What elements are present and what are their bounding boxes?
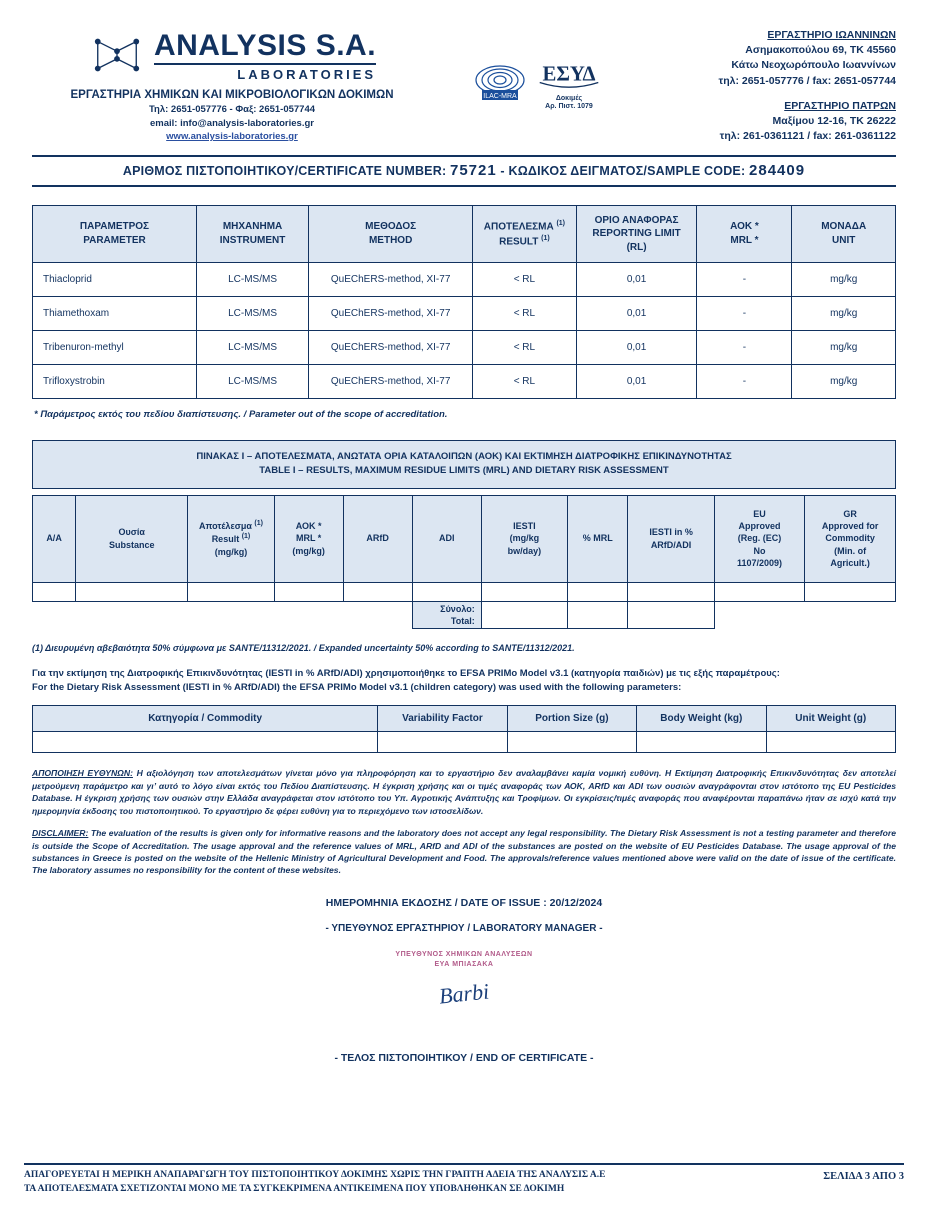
col-method <box>309 205 473 263</box>
table-row <box>33 582 896 601</box>
col-instrument <box>196 205 308 263</box>
t1-total-spacer <box>33 601 413 628</box>
comm-col-unitweight: Unit Weight (g) <box>766 706 895 732</box>
t1-col-iesti-pct: IESTI in % ARfD/ADI <box>628 495 714 582</box>
logo-wordmark <box>153 28 377 82</box>
t1-total-iesti-pct <box>628 601 714 628</box>
table-row <box>33 263 896 297</box>
esyd-caption-line1: Δοκιμές <box>555 95 583 102</box>
sample-code-label: ΚΩΔΙΚΟΣ ΔΕΙΓΜΑΤΟΣ/SAMPLE CODE: <box>508 163 746 178</box>
table-row <box>33 297 896 331</box>
cell-method: QuEChERS-method, XI-77 <box>309 263 473 297</box>
cell-result: < RL <box>473 263 577 297</box>
cell-unit: mg/kg <box>792 331 896 365</box>
issue-date: ΗΜΕΡΟΜΗΝΙΑ ΕΚΔΟΣΗΣ / DATE OF ISSUE : 20/12/2024 <box>325 896 603 909</box>
website-link[interactable]: www.analysis-laboratories.gr <box>166 131 298 142</box>
accreditation-footnote: * Παράμετρος εκτός του πεδίου διαπίστευσης. / Parameter out of the scope of accreditation. <box>34 409 448 421</box>
spacer <box>646 89 896 99</box>
cell-rl: 0,01 <box>576 263 697 297</box>
disclaimer-english-text: The evaluation of the results is given only for informative reasons and the laboratory does not accept any legal responsibility. The Dietary Risk Assessment is not a testing parameter and therefore is outside the Scope of Accreditation. The usage approval and the reference values of MRL, ARfD and ADI of the substances are posted on the website of EU Pesticides Database. The usage approval of the substances in Greece is posted on the website of the Hellenic Ministry of Agricultural Development and Food. The approvals/reference values mentioned above were valid on the date of issue of the certificate. The laboratory assumes no responsibility for the content of these websites. <box>32 828 896 876</box>
efsa-note-en: For the Dietary Risk Assessment (IESTI in % ARfD/ADI) the EFSA PRIMo Model v3.1 (children category) was used with the following parameters: <box>32 682 682 694</box>
t1-col-pct-mrl: % MRL <box>568 495 628 582</box>
cell-method: QuEChERS-method, XI-77 <box>309 297 473 331</box>
disclaimer-greek <box>32 767 896 817</box>
table-one-title-en: TABLE I – RESULTS, MAXIMUM RESIDUE LIMITS (MRL) AND DIETARY RISK ASSESSMENT <box>259 465 669 477</box>
svg-text:ILAC-MRA: ILAC-MRA <box>483 93 517 100</box>
cell-mrl: - <box>697 365 792 399</box>
col-mrl-en: MRL * <box>730 234 759 246</box>
t1-col-substance: Ουσία Substance <box>76 495 188 582</box>
t1-cell-mrl <box>274 582 343 601</box>
cell-result: < RL <box>473 331 577 365</box>
t1-col-mrl: ΑΟΚ * MRL * (mg/kg) <box>274 495 343 582</box>
comm-col-portion: Portion Size (g) <box>507 706 636 732</box>
contact-email: email: info@analysis-laboratories.gr <box>150 118 314 129</box>
t1-total-iesti <box>481 601 567 628</box>
efsa-model-note <box>32 667 896 696</box>
col-rl-en: REPORTING LIMIT <box>592 228 681 240</box>
col-method-en: METHOD <box>368 234 413 246</box>
t1-total-label-gr: Σύνολο: <box>440 603 475 614</box>
certificate-label: ΑΡΙΘΜΟΣ ΠΙΣΤΟΠΟΙΗΤΙΚΟΥ/CERTIFICATE NUMBER: <box>122 163 447 178</box>
t1-total-label <box>412 601 481 628</box>
cell-instrument: LC-MS/MS <box>196 331 308 365</box>
cell-parameter: Thiamethoxam <box>33 297 197 331</box>
col-unit-en: UNIT <box>832 234 856 246</box>
footer-notice-line1: ΑΠΑΓΟΡΕΥΕΤΑΙ Η ΜΕΡΙΚΗ ΑΝΑΠΑΡΑΓΩΓΗ ΤΟΥ ΠΙΣΤΟΠΟΙΗΤΙΚΟΥ ΔΟΚΙΜΗΣ ΧΩΡΙΣ ΤΗΝ ΓΡΑΠΤΗ ΑΔΕΙΑ ΤΗΣ ΑΝΑΛΥΣΙΣ Α.Ε <box>24 1170 606 1181</box>
t1-total-label-en: Total: <box>450 615 475 626</box>
t1-col-iesti: IESTI (mg/kg bw/day) <box>481 495 567 582</box>
svg-text:ΕΣΥΔ: ΕΣΥΔ <box>542 62 596 86</box>
lab1-city: Κάτω Νεοχωρόπουλο Ιωαννίνων <box>731 59 896 72</box>
disclaimer-english-title: DISCLAIMER: <box>32 828 89 839</box>
t1-cell-iesti-pct <box>628 582 714 601</box>
col-parameter-en: PARAMETER <box>83 234 146 246</box>
end-of-certificate: - ΤΕΛΟΣ ΠΙΣΤΟΠΟΙΗΤΙΚΟΥ / END OF CERTIFICATE - <box>334 1051 594 1064</box>
cell-result: < RL <box>473 365 577 399</box>
table-row <box>33 732 896 753</box>
lab1-title: ΕΡΓΑΣΤΗΡΙΟ ΙΩΑΝΝΙΝΩΝ <box>767 29 896 41</box>
cell-mrl: - <box>697 263 792 297</box>
col-method-gr: ΜΕΘΟΔΟΣ <box>365 221 417 233</box>
cell-unit: mg/kg <box>792 365 896 399</box>
comm-cell-bodyweight <box>637 732 766 753</box>
col-unit-gr: ΜΟΝΑΔΑ <box>821 221 867 233</box>
header-left-block <box>32 22 432 142</box>
lab1-address: Ασημακοπούλου 69, ΤΚ 45560 <box>745 44 896 57</box>
footer-notice-line2: ΤΑ ΑΠΟΤΕΛΕΣΜΑΤΑ ΣΧΕΤΙΖΟΝΤΑΙ ΜΟΝΟ ΜΕ ΤΑ ΣΥΓΚΕΚΡΙΜΕΝΑ ΑΝΤΙΚΕΙΜΕΝΑ ΠΟΥ ΥΠΟΒΛΗΘΗΚΑΝ ΣΕ ΔΟΚΙΜΗ <box>24 1183 565 1194</box>
logo-title: ANALYSIS S.A. <box>153 28 377 62</box>
cell-instrument: LC-MS/MS <box>196 365 308 399</box>
t1-total-pct-mrl <box>568 601 628 628</box>
comm-col-category: Κατηγορία / Commodity <box>33 706 378 732</box>
col-mrl <box>697 205 792 263</box>
page-number: ΣΕΛΙΔΑ 3 ΑΠΟ 3 <box>823 1171 904 1183</box>
comm-cell-portion <box>507 732 636 753</box>
logo-subtitle: LABORATORIES <box>154 63 376 82</box>
cell-rl: 0,01 <box>576 365 697 399</box>
commodity-parameters-table <box>32 705 896 753</box>
table-one <box>32 495 896 629</box>
document-header <box>24 18 904 145</box>
certificate-separator: - <box>500 163 505 178</box>
t1-col-arfd: ARfD <box>343 495 412 582</box>
signature-stamp-line2: ΕΥΑ ΜΠΙΑΣΑΚΑ <box>434 961 494 969</box>
esyd-badge <box>532 56 606 111</box>
molecule-icon <box>88 30 146 82</box>
efsa-note-gr: Για την εκτίμηση της Διατροφικής Επικινδυνότητας (IESTI in % ARfD/ADI) χρησιμοποιήθηκε το EFSA PRIMo Model v3.1 (κατηγορία παιδιών) με τις εξής παραμέτρους: <box>32 667 780 679</box>
col-result-gr: ΑΠΟΤΕΛΕΣΜΑ $^{(1)}$ <box>483 219 566 233</box>
table-row <box>33 365 896 399</box>
t1-cell-eu <box>714 582 805 601</box>
lab2-phone: τηλ: 261-0361121 / fax: 261-0361122 <box>719 130 896 143</box>
certificate-number-bar <box>32 155 896 187</box>
cell-parameter: Tribenuron-methyl <box>33 331 197 365</box>
comm-cell-variability <box>378 732 507 753</box>
cell-method: QuEChERS-method, XI-77 <box>309 331 473 365</box>
col-instrument-gr: ΜΗΧΑΝΗΜΑ <box>222 221 283 233</box>
t1-cell-pct-mrl <box>568 582 628 601</box>
ilac-mra-icon <box>472 60 528 104</box>
cell-parameter: Thiacloprid <box>33 263 197 297</box>
col-result <box>473 205 577 263</box>
cell-rl: 0,01 <box>576 331 697 365</box>
uncertainty-note: (1) Διευρυμένη αβεβαιότητα 50% σύμφωνα με SANTE/11312/2021. / Expanded uncertainty 50% according to SANTE/11312/2021. <box>32 642 575 653</box>
lab2-title: ΕΡΓΑΣΤΗΡΙΟ ΠΑΤΡΩΝ <box>784 99 896 112</box>
t1-cell-arfd <box>343 582 412 601</box>
disclaimer-english <box>32 827 896 877</box>
disclaimer-greek-title: ΑΠΟΠΟΙΗΣΗ ΕΥΘΥΝΩΝ: <box>32 768 133 779</box>
table-row <box>33 331 896 365</box>
esyd-logo-icon <box>532 56 606 90</box>
t1-col-gr-approved: GR Approved for Commodity (Min. of Agricult.) <box>805 495 896 582</box>
t1-cell-adi <box>412 582 481 601</box>
t1-total-spacer-2 <box>714 601 805 628</box>
t1-col-aa: A/A <box>33 495 76 582</box>
t1-cell-result <box>188 582 274 601</box>
contact-phone: Τηλ: 2651-057776 - Φαξ: 2651-057744 <box>148 104 316 115</box>
signature-stamp-line1: ΥΠΕΥΘΥΝΟΣ ΧΗΜΙΚΩΝ ΑΝΑΛΥΣΕΩΝ <box>395 950 533 958</box>
col-rl-gr: ΟΡΙΟ ΑΝΑΦΟΡΑΣ <box>594 214 679 226</box>
company-logo <box>32 30 432 82</box>
col-unit <box>792 205 896 263</box>
table-one-header-row <box>33 495 896 582</box>
cell-instrument: LC-MS/MS <box>196 263 308 297</box>
col-instrument-en: INSTRUMENT <box>219 234 286 246</box>
lab1-phone: τηλ: 2651-057776 / fax: 2651-057744 <box>718 74 896 87</box>
lab-description: ΕΡΓΑΣΤΗΡΙΑ ΧΗΜΙΚΩΝ ΚΑΙ ΜΙΚΡΟΒΙΟΛΟΓΙΚΩΝ ΔΟΚΙΜΩΝ <box>70 89 394 101</box>
table-one-total-row <box>33 601 896 628</box>
cell-mrl: - <box>697 331 792 365</box>
cell-instrument: LC-MS/MS <box>196 297 308 331</box>
cell-unit: mg/kg <box>792 263 896 297</box>
certificate-number: 75721 <box>450 161 497 179</box>
comm-cell-category <box>33 732 378 753</box>
cell-unit: mg/kg <box>792 297 896 331</box>
lab2-address: Μαξίμου 12-16, ΤΚ 26222 <box>772 115 896 128</box>
cell-method: QuEChERS-method, XI-77 <box>309 365 473 399</box>
footer-notice <box>24 1169 605 1196</box>
col-parameter-gr: ΠΑΡΑΜΕΤΡΟΣ <box>79 221 150 233</box>
t1-cell-aa <box>33 582 76 601</box>
cell-mrl: - <box>697 297 792 331</box>
col-parameter <box>33 205 197 263</box>
document-footer <box>24 1163 904 1196</box>
table-one-title-gr: ΠΙΝΑΚΑΣ Ι – ΑΠΟΤΕΛΕΣΜΑΤΑ, ΑΝΩΤΑΤΑ ΟΡΙΑ ΚΑΤΑΛΟΙΠΩΝ (ΑΟΚ) ΚΑΙ ΕΚΤΙΜΗΣΗ ΔΙΑΤΡΟΦΙΚΗΣ ΕΠΙΚΙΝΔΥΝΟΤΗΤΑΣ <box>196 451 732 463</box>
table-one-section <box>32 440 896 629</box>
cell-result: < RL <box>473 297 577 331</box>
t1-cell-substance <box>76 582 188 601</box>
results-table <box>32 205 896 400</box>
accreditation-badges <box>472 22 606 111</box>
results-table-header-row <box>33 205 896 263</box>
col-result-en: RESULT $^{(1)}$ <box>499 234 550 248</box>
col-mrl-gr: ΑΟΚ * <box>730 221 759 233</box>
comm-col-variability: Variability Factor <box>378 706 507 732</box>
t1-col-eu-approved: EU Approved (Reg. (EC) No 1107/2009) <box>714 495 805 582</box>
cell-rl: 0,01 <box>576 297 697 331</box>
lab-manager-label: - ΥΠΕΥΘΥΝΟΣ ΕΡΓΑΣΤΗΡΙΟΥ / LABORATORY MANAGER - <box>325 922 603 934</box>
esyd-caption-line2: Αρ. Πιστ. 1079 <box>545 103 593 111</box>
t1-col-result: Αποτέλεσμα $^{(1)}$ Result $^{(1)}$ (mg/kg) <box>188 495 274 582</box>
col-reporting-limit <box>576 205 697 263</box>
header-right-block <box>646 22 896 145</box>
table-one-title <box>32 440 896 489</box>
col-rl-abbr: (RL) <box>626 241 647 253</box>
disclaimer-greek-text: Η αξιολόγηση των αποτελεσμάτων γίνεται μόνο για πληροφόρηση και το εργαστήριο δεν αναλαμβάνει καμία νομική ευθύνη. Η Εκτίμηση Διατροφικής Επικινδυνότητας δεν αποτελεί μετρούμενη παράμετρο και γι’ αυτό το λόγο είναι εκτός του Πεδίου Διαπίστευσης. Η έγκριση χρήσης και οι τιμές αναφοράς των ΑΟΚ, ARfD και ADI των ουσιών αναγράφονται στον ιστότοπο της EU Pesticides Database. Η έγκριση χρήσης των ουσιών στην Ελλάδα αναγράφεται στον ιστότοπο του Υπ. Αγροτικής Ανάπτυξης και Τροφίμων. Οι εγκρίσεις/τιμές αναφοράς που αναφέρονται παραπάνω ήταν σε ισχύ κατά την ημερομηνία έκδοσης του πιστοποιητικού. Το εργαστήριο δε φέρει ευθύνη για το περιεχόμενο των ιστοσελίδων. <box>32 768 896 816</box>
t1-cell-gr <box>805 582 896 601</box>
t1-total-spacer-3 <box>805 601 896 628</box>
t1-col-adi: ADI <box>412 495 481 582</box>
handwritten-signature: Barbi <box>437 978 491 1009</box>
comm-cell-unitweight <box>766 732 895 753</box>
comm-col-bodyweight: Body Weight (kg) <box>637 706 766 732</box>
sample-code-value: 284409 <box>749 161 806 179</box>
commodity-header-row <box>33 706 896 732</box>
cell-parameter: Trifloxystrobin <box>33 365 197 399</box>
t1-cell-iesti <box>481 582 567 601</box>
signature-area <box>24 950 904 1030</box>
